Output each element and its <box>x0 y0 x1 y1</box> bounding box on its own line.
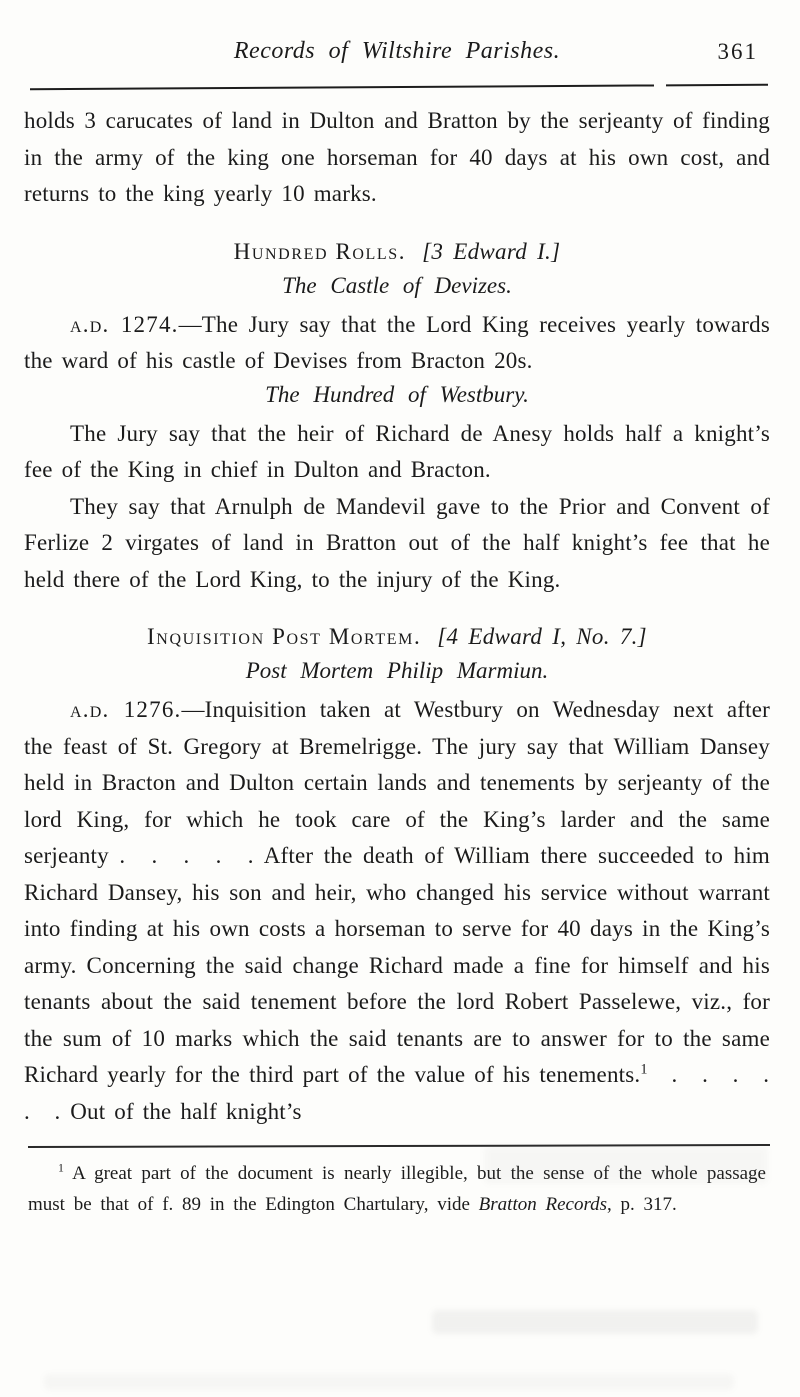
subheading-post-mortem: Post Mortem Philip Marmiun. <box>245 658 549 683</box>
ad-lead-1276: a.d. 1276. <box>70 697 182 722</box>
subheading-castle-of-devizes: The Castle of Devizes. <box>282 272 512 298</box>
running-header <box>24 38 770 72</box>
paragraph-anesy: The Jury say that the heir of Richard de Anesy holds half a knight’s fee of the King in chief in Dulton and Bracton. <box>24 420 770 482</box>
paragraph-text: Out of the half knight’s <box>61 1098 302 1124</box>
paragraph-text: —Inquisition taken at Westbury on Wednesday next after the feast of St. Gregory at Bremelrigge. The jury say that William Dansey held in Bracton and Dulton certain lands and tenements by serjeanty of the lord King, for which he took care of the King’s larder and the same serjeanty <box>24 697 770 868</box>
footnote-reference-marker: 1 <box>58 1161 64 1175</box>
paragraph-text: After the death of William there succeeded to him Richard Dansey, his son and heir, who changed his service without warrant into finding at his own costs a horseman to serve for 40 days in the King’s army. Concerning the said change Richard made a fine for himself and his tenants about the said tenement before the lord Robert Passelewe, viz., for the sum of 10 marks which the said tenants are to answer for to the same Richard yearly for the third part of the value of his tenements. <box>24 843 771 1087</box>
footnote-text: A great part of the document is nearly illegible, but the sense of the whole passage must be that of f. 89 in the Edington Chartulary, vide <box>28 1163 766 1215</box>
paragraph-mandevil: They say that Arnulph de Mandevil gave to the Prior and Convent of Ferlize 2 virgates of land in Bratton out of the half knight’s fee that he held there of the Lord King, to the injury of the King. <box>24 493 770 592</box>
footnote-text: , p. 317. <box>607 1193 677 1215</box>
subheading-hundred-of-westbury: The Hundred of Westbury. <box>265 381 529 407</box>
page-title: Records of Wiltshire Parishes. <box>233 38 561 64</box>
paragraph-text: —The Jury say that the Lord King receives yearly towards the ward of his castle of Devises from Bracton 20s. <box>24 311 770 373</box>
footnote <box>28 1159 766 1220</box>
ellipsis: . . . . . <box>119 843 255 868</box>
footnote-book-title: Bratton Records <box>478 1193 608 1215</box>
paragraph-ad-1276 <box>24 692 770 1130</box>
heading-reference: [3 Edward I.] <box>422 238 561 264</box>
footnote-rule <box>28 1144 770 1148</box>
header-rule-segment <box>30 84 654 90</box>
page-number: 361 <box>717 39 758 64</box>
heading-smallcaps: Inquisition Post Mortem. <box>147 624 422 649</box>
scan-artifact <box>432 1310 758 1334</box>
heading-reference: [4 Edward I, No. 7.] <box>437 624 647 649</box>
scan-artifact <box>44 1374 734 1390</box>
section-heading-inquisition <box>24 624 770 650</box>
footnote-marker: 1 <box>640 1061 648 1078</box>
header-rule <box>30 84 768 91</box>
continuation-paragraph: holds 3 carucates of land in Dulton and Bratton by the serjeanty of finding in the army of the king one horseman for 40 days at his own cost, and returns to the king yearly 10 marks. <box>24 108 770 206</box>
paragraph-ad-1274 <box>24 307 770 380</box>
heading-smallcaps: Hundred Rolls. <box>233 238 407 264</box>
section-heading-hundred-rolls <box>24 239 770 265</box>
ad-lead-1274: a.d. 1274. <box>70 311 179 337</box>
header-rule-segment-short <box>666 84 768 87</box>
ellipsis: . . . . . . <box>24 1062 770 1124</box>
